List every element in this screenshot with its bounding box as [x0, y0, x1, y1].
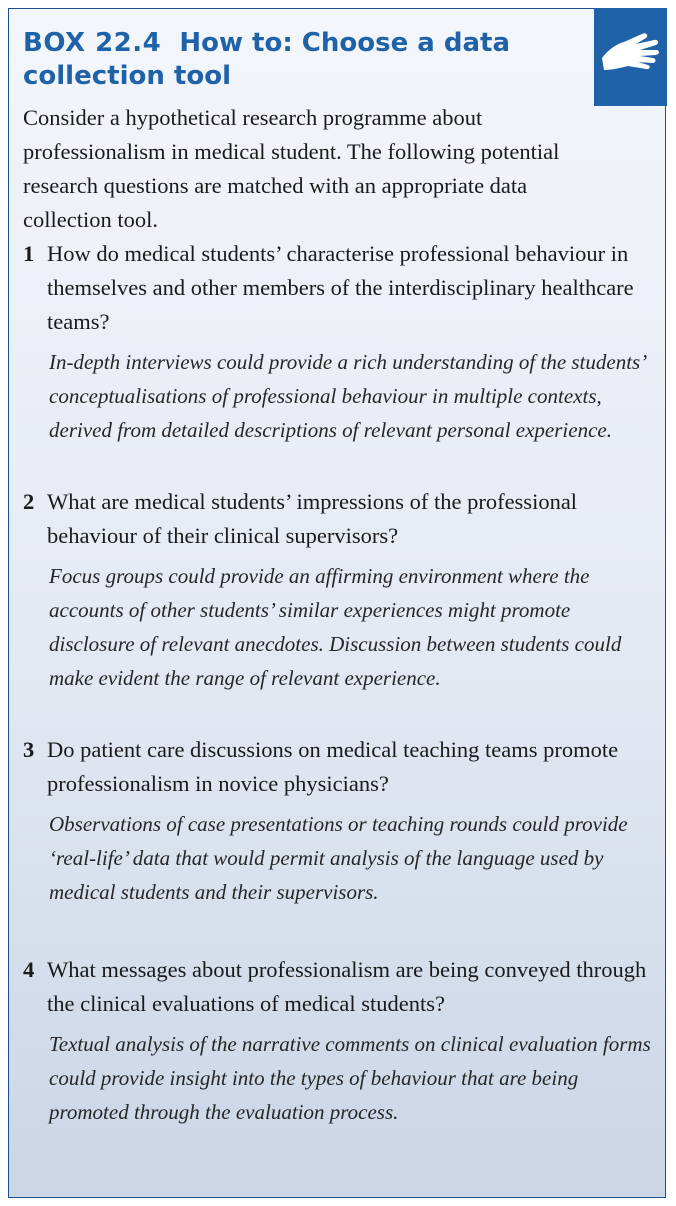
- question-item-2: [23, 485, 653, 695]
- box-heading: How to: Choose a data collection tool: [23, 28, 510, 91]
- question-text: Do patient care discussions on medical teaching teams promote professionalism in novice physicians?: [47, 737, 619, 796]
- hand-icon-tab: [594, 8, 667, 106]
- box-label: BOX 22.4: [23, 28, 162, 58]
- how-to-box: [8, 8, 666, 1198]
- intro-paragraph: Consider a hypothetical research programme about professionalism in medical student. The following potential research questions are matched with an appropriate data collection tool.: [23, 105, 560, 232]
- question-number: 3: [23, 737, 35, 762]
- question-number: 1: [23, 241, 35, 266]
- box-title: [23, 27, 563, 93]
- question-number: 2: [23, 489, 35, 514]
- question-number: 4: [23, 957, 35, 982]
- question-item-1: [23, 237, 653, 447]
- answer-text: Observations of case presentations or teaching rounds could provide ‘real-life’ data that would permit analysis of the language used by medical students and their supervisors.: [49, 812, 628, 904]
- answer-text: In-depth interviews could provide a rich understanding of the students’ conceptualisations of professional behaviour in multiple contexts, derived from detailed descriptions of relevant personal experience.: [49, 350, 645, 442]
- answer-text: Textual analysis of the narrative comments on clinical evaluation forms could provide insight into the types of behaviour that are being promoted through the evaluation process.: [49, 1032, 651, 1124]
- question-item-4: [23, 953, 653, 1129]
- question-text: What are medical students’ impressions of the professional behaviour of their clinical supervisors?: [47, 489, 578, 548]
- question-text: How do medical students’ characterise professional behaviour in themselves and other members of the interdisciplinary healthcare teams?: [47, 241, 634, 334]
- hand-icon: [598, 20, 662, 80]
- answer-text: Focus groups could provide an affirming environment where the accounts of other students’ similar experiences might promote disclosure of relevant anecdotes. Discussion between students could make evident the range of relevant experience.: [49, 564, 622, 690]
- question-text: What messages about professionalism are being conveyed through the clinical evaluations of medical students?: [47, 957, 647, 1016]
- question-item-3: [23, 733, 653, 909]
